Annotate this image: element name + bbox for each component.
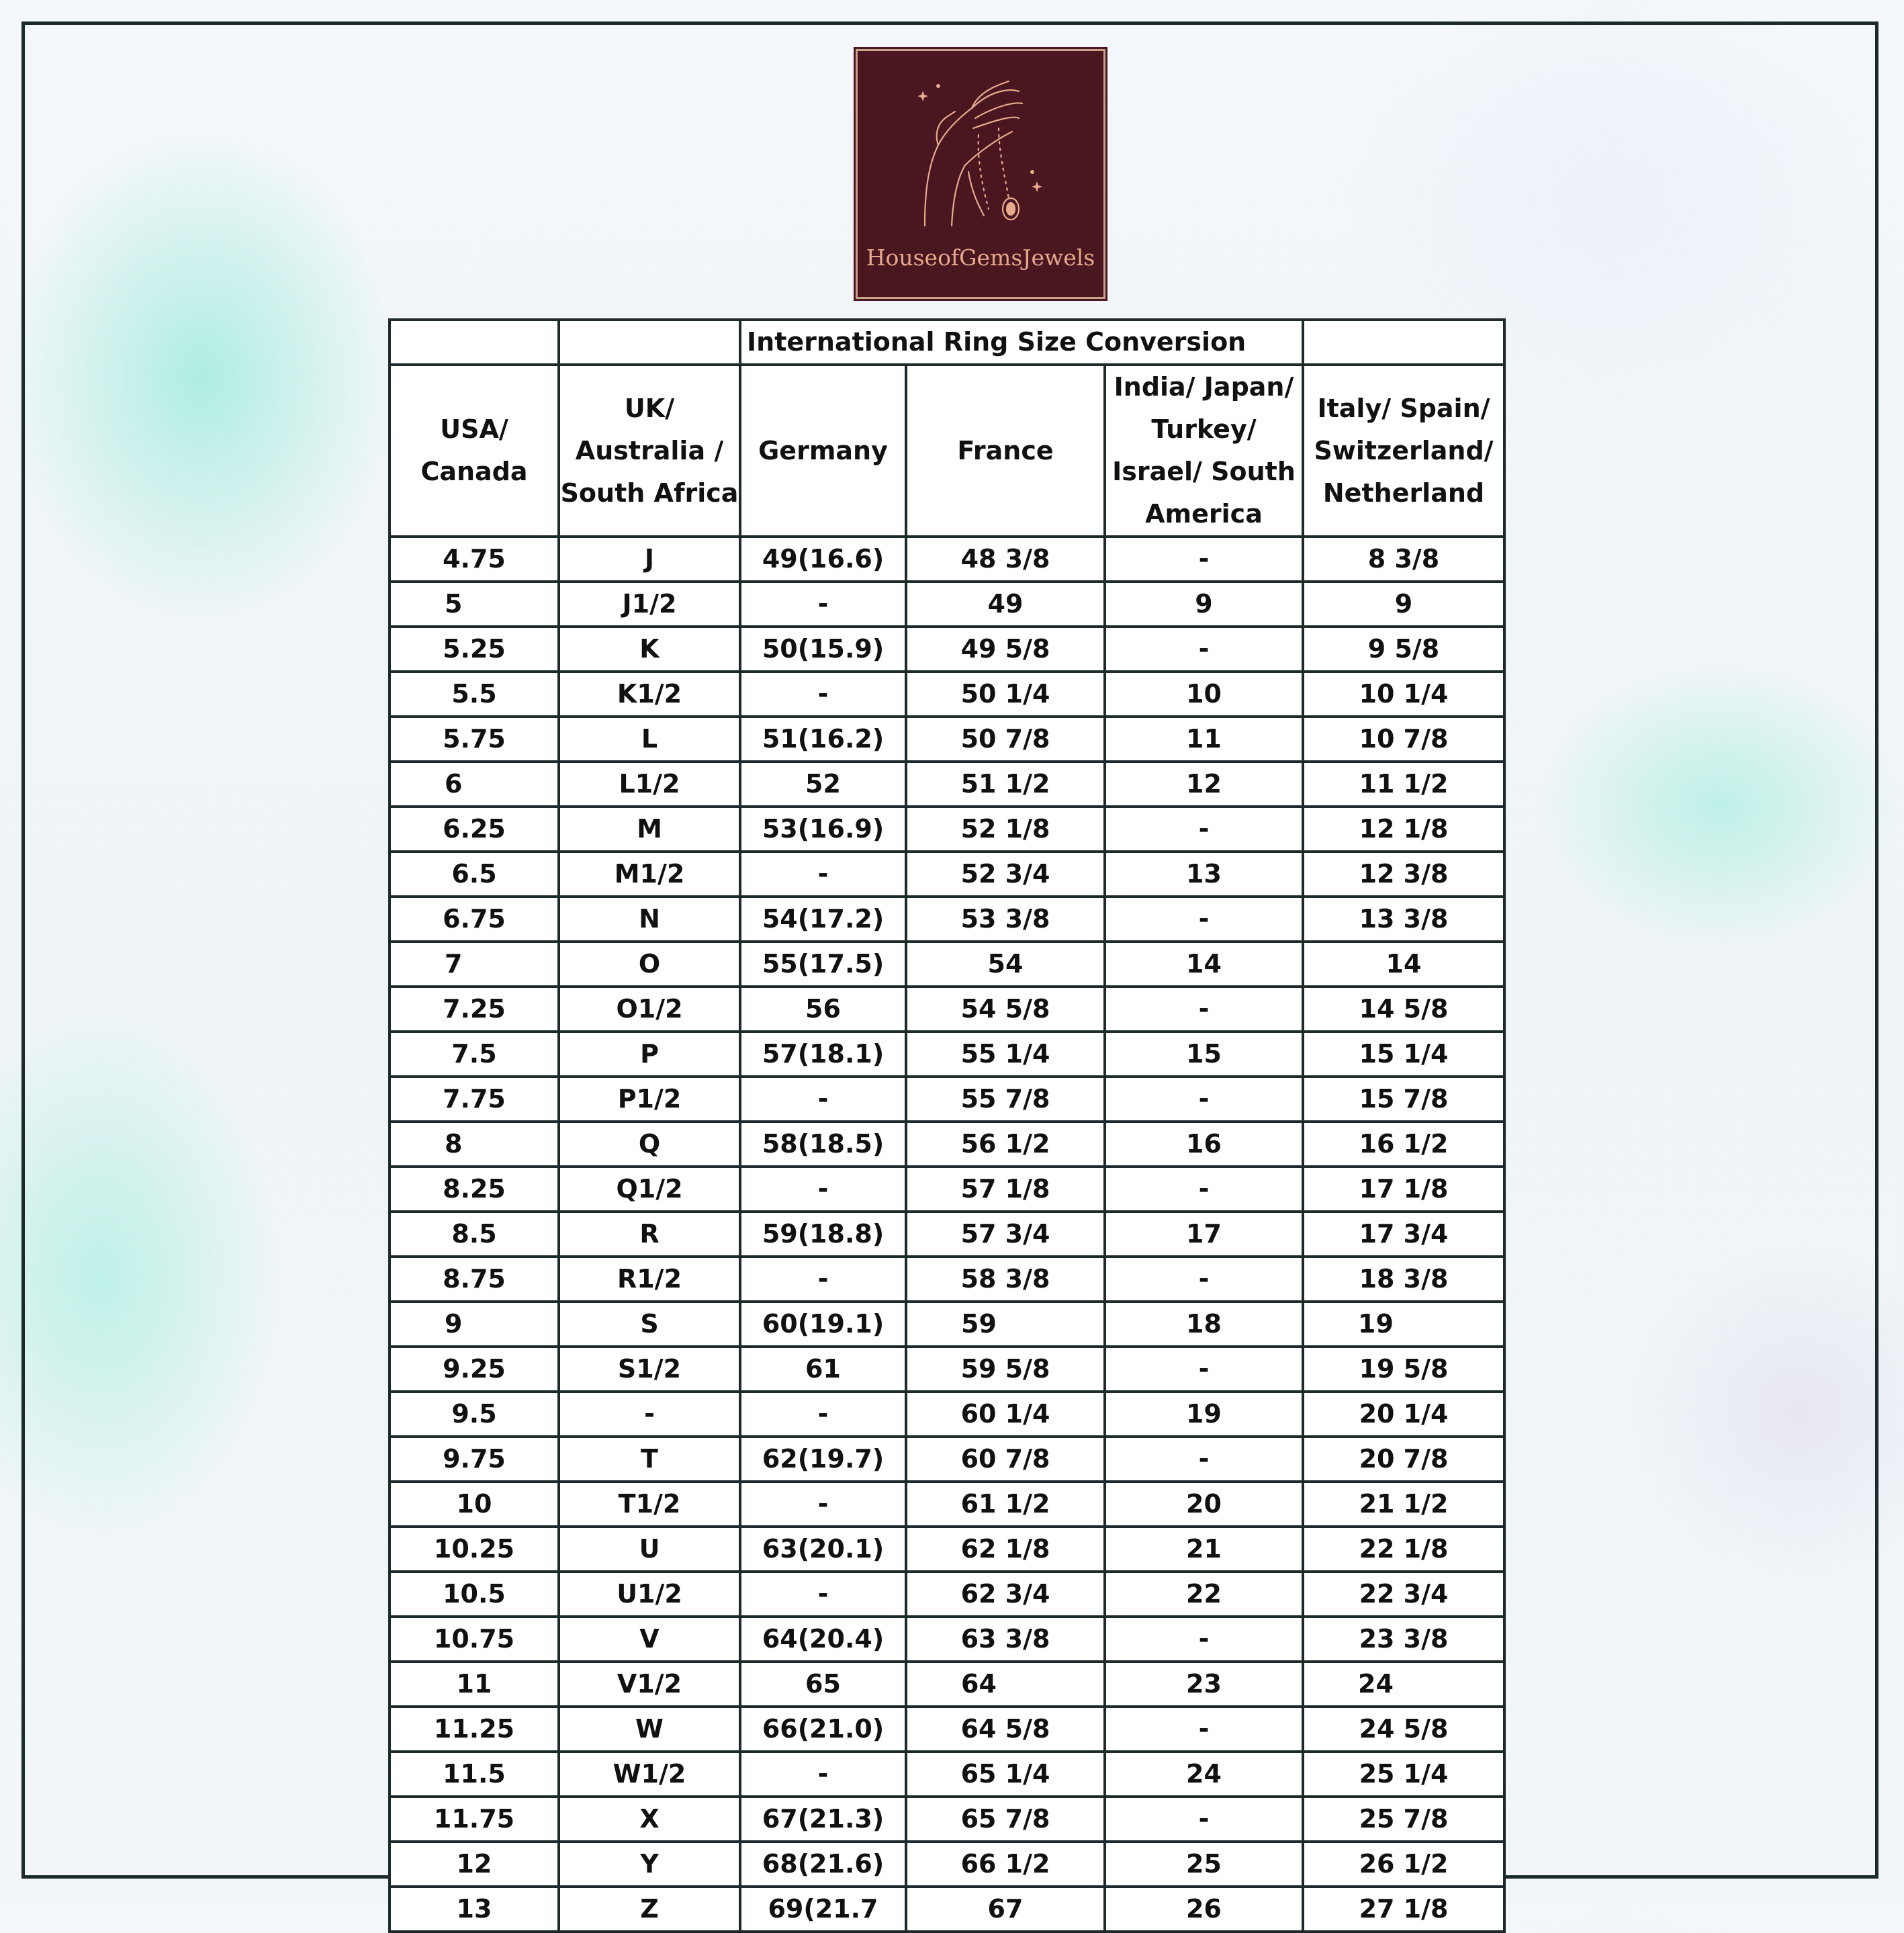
table-cell: - (1105, 627, 1303, 672)
header-line: Israel/ South (1112, 457, 1296, 486)
table-cell: L1/2 (559, 762, 740, 807)
table-cell: 21 1/2 (1303, 1482, 1504, 1527)
header-germany: Germany (740, 365, 906, 537)
table-row (390, 1077, 1504, 1122)
table-cell: 6 (390, 762, 559, 807)
table-cell: 11 (1105, 717, 1303, 762)
table-cell: 52 (740, 762, 906, 807)
table-cell: 11.25 (390, 1707, 559, 1752)
table-cell: 12 3/8 (1303, 852, 1504, 897)
table-cell: 65 (740, 1662, 906, 1707)
table-cell: 4.75 (390, 537, 559, 582)
table-cell: 56 (740, 987, 906, 1032)
table-cell: 50 7/8 (906, 717, 1105, 762)
table-cell: 60 1/4 (906, 1392, 1105, 1437)
table-cell: R1/2 (559, 1257, 740, 1302)
table-cell: S1/2 (559, 1347, 740, 1392)
table-cell: 10 7/8 (1303, 717, 1504, 762)
table-cell: - (740, 582, 906, 627)
table-cell: 65 1/4 (906, 1752, 1105, 1797)
table-cell: 24 (1303, 1662, 1504, 1707)
table-cell: 6.5 (390, 852, 559, 897)
table-cell: 6.75 (390, 897, 559, 942)
empty-cell (390, 320, 559, 365)
header-uk-australia (559, 365, 740, 537)
table-cell: 55 1/4 (906, 1032, 1105, 1077)
table-cell: 10.75 (390, 1617, 559, 1662)
table-cell: 25 1/4 (1303, 1752, 1504, 1797)
table-cell: 53 3/8 (906, 897, 1105, 942)
table-cell: 11.75 (390, 1797, 559, 1842)
table-cell: 65 7/8 (906, 1797, 1105, 1842)
table-cell: 22 1/8 (1303, 1527, 1504, 1572)
table-cell: - (1105, 1707, 1303, 1752)
table-cell: 14 5/8 (1303, 987, 1504, 1032)
table-cell: 15 7/8 (1303, 1077, 1504, 1122)
table-row (390, 1842, 1504, 1887)
table-cell: 15 (1105, 1032, 1303, 1077)
table-cell: 9.75 (390, 1437, 559, 1482)
table-cell: W (559, 1707, 740, 1752)
table-row (390, 672, 1504, 717)
table-cell: M1/2 (559, 852, 740, 897)
empty-cell (1303, 320, 1504, 365)
table-cell: 8 3/8 (1303, 537, 1504, 582)
table-cell: 64 (906, 1662, 1105, 1707)
table-cell: 14 (1303, 942, 1504, 987)
table-cell: 8.5 (390, 1212, 559, 1257)
table-cell: 20 7/8 (1303, 1437, 1504, 1482)
header-usa-canada (390, 365, 559, 537)
table-cell: - (740, 672, 906, 717)
table-row (390, 717, 1504, 762)
table-cell: - (1105, 987, 1303, 1032)
table-row (390, 1212, 1504, 1257)
table-cell: - (740, 852, 906, 897)
header-line: UK/ (624, 393, 675, 423)
header-line: Turkey/ (1151, 414, 1257, 444)
header-italy-spain (1303, 365, 1504, 537)
table-cell: - (1105, 807, 1303, 852)
table-cell: Q (559, 1122, 740, 1167)
table-cell: 9 (1303, 582, 1504, 627)
table-cell: 59 (906, 1302, 1105, 1347)
table-cell: 9.5 (390, 1392, 559, 1437)
table-row (390, 1752, 1504, 1797)
table-row (390, 1257, 1504, 1302)
table-cell: 16 1/2 (1303, 1122, 1504, 1167)
table-cell: 11 (390, 1662, 559, 1707)
table-cell: V1/2 (559, 1662, 740, 1707)
header-line: USA/ (440, 414, 508, 444)
table-cell: 26 1/2 (1303, 1842, 1504, 1887)
table-cell: - (1105, 1257, 1303, 1302)
table-cell: 60(19.1) (740, 1302, 906, 1347)
header-line: South Africa (560, 478, 739, 508)
header-row (390, 365, 1504, 537)
table-cell: 59(18.8) (740, 1212, 906, 1257)
table-cell: 17 3/4 (1303, 1212, 1504, 1257)
brand-name: HouseofGemsJewels (866, 244, 1095, 271)
table-cell: - (1105, 1617, 1303, 1662)
table-cell: 58 3/8 (906, 1257, 1105, 1302)
table-cell: 61 1/2 (906, 1482, 1105, 1527)
header-line: Canada (420, 457, 528, 486)
table-cell: 55(17.5) (740, 942, 906, 987)
header-line: Netherland (1322, 478, 1485, 508)
table-cell: 16 (1105, 1122, 1303, 1167)
table-cell: - (740, 1077, 906, 1122)
header-line: America (1145, 499, 1263, 529)
table-cell: N (559, 897, 740, 942)
table-row (390, 852, 1504, 897)
table-cell: 54(17.2) (740, 897, 906, 942)
table-row (390, 807, 1504, 852)
header-france: France (906, 365, 1105, 537)
table-cell: L (559, 717, 740, 762)
table-row (390, 1392, 1504, 1437)
table-cell: 68(21.6) (740, 1842, 906, 1887)
table-cell: 62 1/8 (906, 1527, 1105, 1572)
table-cell: 10.5 (390, 1572, 559, 1617)
table-cell: 12 (390, 1842, 559, 1887)
table-row (390, 1032, 1504, 1077)
table-cell: 23 (1105, 1662, 1303, 1707)
table-row (390, 1662, 1504, 1707)
header-line: Switzerland/ (1314, 435, 1494, 465)
table-cell: P (559, 1032, 740, 1077)
table-cell: 17 1/8 (1303, 1167, 1504, 1212)
table-cell: X (559, 1797, 740, 1842)
table-cell: 7.75 (390, 1077, 559, 1122)
table-cell: - (740, 1392, 906, 1437)
table-cell: 23 3/8 (1303, 1617, 1504, 1662)
ring-size-table (388, 318, 1506, 1933)
table-cell: - (1105, 1347, 1303, 1392)
table-cell: 49 (906, 582, 1105, 627)
table-cell: J1/2 (559, 582, 740, 627)
table-cell: - (740, 1752, 906, 1797)
table-cell: 10.25 (390, 1527, 559, 1572)
table-cell: 60 7/8 (906, 1437, 1105, 1482)
table-cell: 6.25 (390, 807, 559, 852)
table-cell: 7.5 (390, 1032, 559, 1077)
table-cell: 53(16.9) (740, 807, 906, 852)
table-cell: - (1105, 897, 1303, 942)
table-cell: Z (559, 1887, 740, 1932)
table-cell: 22 3/4 (1303, 1572, 1504, 1617)
table-cell: 48 3/8 (906, 537, 1105, 582)
table-cell: K1/2 (559, 672, 740, 717)
table-cell: 18 3/8 (1303, 1257, 1504, 1302)
brand-logo (856, 49, 1105, 299)
table-cell: 66 1/2 (906, 1842, 1105, 1887)
table-cell: 52 1/8 (906, 807, 1105, 852)
table-cell: 13 (1105, 852, 1303, 897)
table-cell: 66(21.0) (740, 1707, 906, 1752)
table-cell: 58(18.5) (740, 1122, 906, 1167)
table-cell: 61 (740, 1347, 906, 1392)
table-cell: 5.5 (390, 672, 559, 717)
table-cell: T (559, 1437, 740, 1482)
table-cell: 63 3/8 (906, 1617, 1105, 1662)
table-cell: 19 5/8 (1303, 1347, 1504, 1392)
table-cell: 8.75 (390, 1257, 559, 1302)
table-cell: - (740, 1482, 906, 1527)
table-row (390, 1347, 1504, 1392)
table-cell: 54 5/8 (906, 987, 1105, 1032)
header-india-japan (1105, 365, 1303, 537)
table-cell: U (559, 1527, 740, 1572)
table-row (390, 1167, 1504, 1212)
table-cell: 19 (1303, 1302, 1504, 1347)
table-cell: R (559, 1212, 740, 1257)
table-cell: 5.25 (390, 627, 559, 672)
table-cell: 25 7/8 (1303, 1797, 1504, 1842)
table-cell: 19 (1105, 1392, 1303, 1437)
table-row (390, 762, 1504, 807)
table-cell: 67 (906, 1887, 1105, 1932)
table-cell: 62(19.7) (740, 1437, 906, 1482)
header-line: Australia / (575, 435, 724, 465)
table-cell: O1/2 (559, 987, 740, 1032)
table-cell: 57 3/4 (906, 1212, 1105, 1257)
table-row (390, 582, 1504, 627)
table-cell: 11 1/2 (1303, 762, 1504, 807)
table-cell: 13 3/8 (1303, 897, 1504, 942)
table-cell: 62 3/4 (906, 1572, 1105, 1617)
table-cell: 49(16.6) (740, 537, 906, 582)
table-cell: 50(15.9) (740, 627, 906, 672)
table-cell: 57 1/8 (906, 1167, 1105, 1212)
table-cell: V (559, 1617, 740, 1662)
table-cell: 24 5/8 (1303, 1707, 1504, 1752)
table-body (390, 537, 1504, 1932)
table-cell: 20 1/4 (1303, 1392, 1504, 1437)
table-cell: 10 (1105, 672, 1303, 717)
table-row (390, 897, 1504, 942)
table-cell: 55 7/8 (906, 1077, 1105, 1122)
table-cell: 21 (1105, 1527, 1303, 1572)
ring-size-table-wrap (388, 318, 1506, 1933)
table-row (390, 987, 1504, 1032)
table-cell: 69(21.7 (740, 1887, 906, 1932)
table-row (390, 1437, 1504, 1482)
table-row (390, 1122, 1504, 1167)
table-cell: 22 (1105, 1572, 1303, 1617)
table-row (390, 942, 1504, 987)
table-cell: - (1105, 1167, 1303, 1212)
table-row (390, 627, 1504, 672)
table-cell: 50 1/4 (906, 672, 1105, 717)
table-cell: 56 1/2 (906, 1122, 1105, 1167)
table-row (390, 1482, 1504, 1527)
table-cell: 9 (1105, 582, 1303, 627)
table-title: International Ring Size Conversion (740, 320, 1303, 365)
table-cell: - (1105, 1437, 1303, 1482)
table-cell: P1/2 (559, 1077, 740, 1122)
table-cell: 12 (1105, 762, 1303, 807)
table-row (390, 1617, 1504, 1662)
table-cell: 51(16.2) (740, 717, 906, 762)
table-row (390, 1797, 1504, 1842)
table-cell: 8 (390, 1122, 559, 1167)
table-cell: 8.25 (390, 1167, 559, 1212)
table-cell: 26 (1105, 1887, 1303, 1932)
table-cell: 49 5/8 (906, 627, 1105, 672)
table-cell: U1/2 (559, 1572, 740, 1617)
table-cell: 54 (906, 942, 1105, 987)
header-line: Italy/ Spain/ (1317, 393, 1490, 423)
table-cell: 52 3/4 (906, 852, 1105, 897)
table-cell: 5.75 (390, 717, 559, 762)
table-cell: M (559, 807, 740, 852)
table-cell: 13 (390, 1887, 559, 1932)
header-line: India/ Japan/ (1114, 372, 1294, 402)
table-cell: 14 (1105, 942, 1303, 987)
table-cell: - (559, 1392, 740, 1437)
table-cell: 57(18.1) (740, 1032, 906, 1077)
table-cell: 7.25 (390, 987, 559, 1032)
table-cell: J (559, 537, 740, 582)
table-cell: 9.25 (390, 1347, 559, 1392)
table-cell: 20 (1105, 1482, 1303, 1527)
hands-jewelry-icon (898, 71, 1066, 232)
table-cell: 18 (1105, 1302, 1303, 1347)
table-row (390, 1302, 1504, 1347)
table-cell: - (1105, 1797, 1303, 1842)
empty-cell (559, 320, 740, 365)
table-cell: T1/2 (559, 1482, 740, 1527)
table-cell: 11.5 (390, 1752, 559, 1797)
table-cell: - (740, 1167, 906, 1212)
table-cell: 7 (390, 942, 559, 987)
table-cell: - (740, 1572, 906, 1617)
table-cell: 63(20.1) (740, 1527, 906, 1572)
table-cell: 51 1/2 (906, 762, 1105, 807)
table-cell: 10 (390, 1482, 559, 1527)
table-cell: - (1105, 1077, 1303, 1122)
table-cell: 64(20.4) (740, 1617, 906, 1662)
table-row (390, 1572, 1504, 1617)
table-cell: 9 (390, 1302, 559, 1347)
table-cell: 17 (1105, 1212, 1303, 1257)
table-cell: 59 5/8 (906, 1347, 1105, 1392)
table-cell: S (559, 1302, 740, 1347)
table-cell: 67(21.3) (740, 1797, 906, 1842)
table-cell: - (740, 1257, 906, 1302)
table-cell: 27 1/8 (1303, 1887, 1504, 1932)
table-row (390, 1527, 1504, 1572)
table-row (390, 1707, 1504, 1752)
table-cell: O (559, 942, 740, 987)
table-cell: K (559, 627, 740, 672)
table-cell: 25 (1105, 1842, 1303, 1887)
table-title-row (390, 320, 1504, 365)
table-cell: 5 (390, 582, 559, 627)
table-cell: - (1105, 537, 1303, 582)
table-cell: 24 (1105, 1752, 1303, 1797)
table-cell: Y (559, 1842, 740, 1887)
table-cell: W1/2 (559, 1752, 740, 1797)
table-cell: 64 5/8 (906, 1707, 1105, 1752)
table-row (390, 537, 1504, 582)
table-cell: 15 1/4 (1303, 1032, 1504, 1077)
table-row (390, 1887, 1504, 1932)
table-cell: 12 1/8 (1303, 807, 1504, 852)
table-cell: 10 1/4 (1303, 672, 1504, 717)
table-cell: Q1/2 (559, 1167, 740, 1212)
table-cell: 9 5/8 (1303, 627, 1504, 672)
